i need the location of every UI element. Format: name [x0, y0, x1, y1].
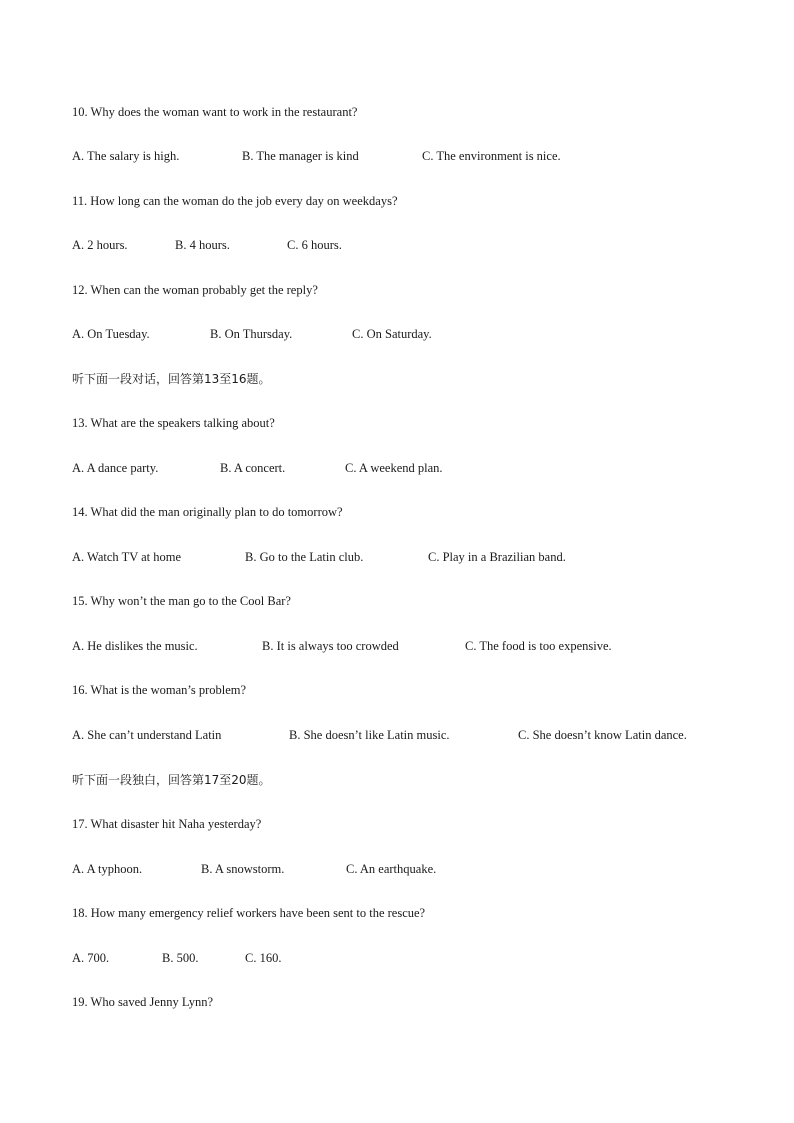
option-15-c: C. The food is too expensive. [465, 639, 612, 653]
option-10-a: A. The salary is high. [72, 149, 180, 163]
option-11-a: A. 2 hours. [72, 238, 128, 252]
option-13-b: B. A concert. [220, 461, 286, 475]
option-18-b: B. 500. [162, 951, 199, 965]
option-18-a: A. 700. [72, 951, 110, 965]
question-16: 16. What is the woman’s problem? [72, 683, 247, 697]
option-16-c: C. She doesn’t know Latin dance. [518, 728, 687, 742]
question-18: 18. How many emergency relief workers have been sent to the rescue? [72, 906, 426, 920]
question-14: 14. What did the man originally plan to do tomorrow? [72, 505, 343, 519]
question-11: 11. How long can the woman do the job every day on weekdays? [72, 194, 398, 208]
option-17-b: B. A snowstorm. [201, 862, 285, 876]
options-18 [72, 950, 281, 966]
question-13: 13. What are the speakers talking about? [72, 416, 275, 430]
option-15-b: B. It is always too crowded [262, 639, 399, 653]
option-14-c: C. Play in a Brazilian band. [428, 550, 566, 564]
section-instruction-13-16: 听下面一段对话，回答第13至16题。 [72, 372, 271, 386]
question-12: 12. When can the woman probably get the reply? [72, 283, 318, 297]
options-12 [72, 326, 432, 342]
option-10-b: B. The manager is kind [242, 149, 359, 163]
section-instruction-17-20: 听下面一段独白，回答第17至20题。 [72, 773, 271, 787]
option-12-a: A. On Tuesday. [72, 327, 150, 341]
option-10-c: C. The environment is nice. [422, 149, 561, 163]
option-12-b: B. On Thursday. [210, 327, 293, 341]
option-11-b: B. 4 hours. [175, 238, 230, 252]
options-17 [72, 861, 436, 877]
option-12-c: C. On Saturday. [352, 327, 432, 341]
option-18-c: C. 160. [245, 951, 282, 965]
question-19: 19. Who saved Jenny Lynn? [72, 995, 214, 1009]
options-15 [72, 638, 612, 654]
options-13 [72, 460, 443, 476]
options-16 [72, 727, 687, 743]
options-10 [72, 148, 561, 164]
question-10: 10. Why does the woman want to work in the restaurant? [72, 105, 358, 119]
option-16-a: A. She can’t understand Latin [72, 728, 222, 742]
option-17-a: A. A typhoon. [72, 862, 143, 876]
options-11 [72, 237, 342, 253]
option-11-c: C. 6 hours. [287, 238, 342, 252]
option-17-c: C. An earthquake. [346, 862, 437, 876]
option-14-b: B. Go to the Latin club. [245, 550, 364, 564]
question-15: 15. Why won’t the man go to the Cool Bar? [72, 594, 291, 608]
option-13-c: C. A weekend plan. [345, 461, 443, 475]
question-17: 17. What disaster hit Naha yesterday? [72, 817, 262, 831]
option-13-a: A. A dance party. [72, 461, 159, 475]
option-15-a: A. He dislikes the music. [72, 639, 198, 653]
option-14-a: A. Watch TV at home [72, 550, 182, 564]
options-14 [72, 549, 566, 565]
option-16-b: B. She doesn’t like Latin music. [289, 728, 450, 742]
